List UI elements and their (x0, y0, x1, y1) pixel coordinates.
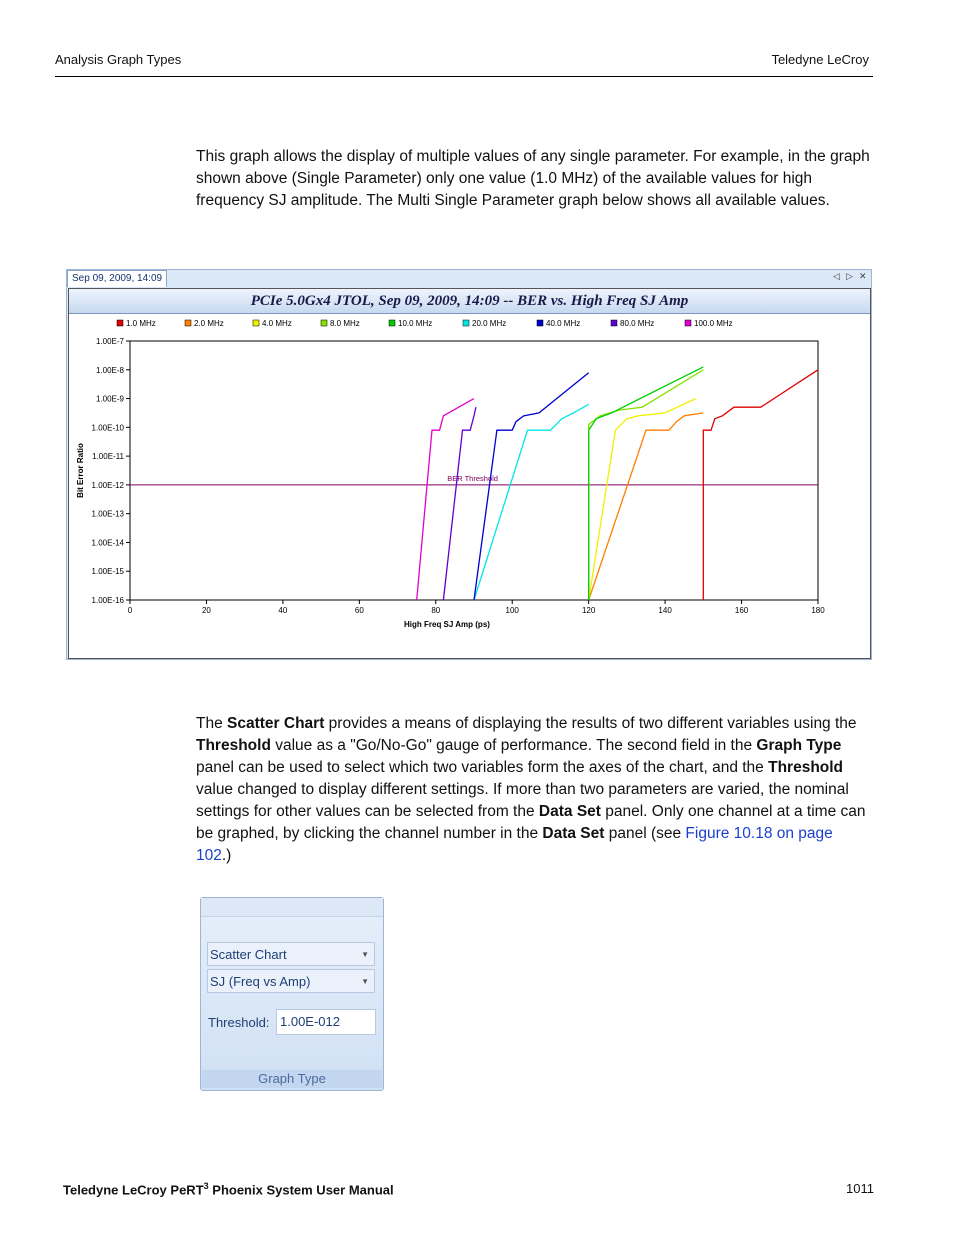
plot-frame (130, 341, 818, 600)
x-tick-label: 180 (811, 606, 825, 615)
x-tick-label: 120 (581, 606, 596, 615)
intro-paragraph: This graph allows the display of multiple values of any single parameter. For example, in the graph shown above (Single Parameter) only one value (1.0 MHz) of the available values for high frequency SJ amplitude. The Multi Single Parameter graph below shows all available values. (196, 148, 870, 209)
x-tick-label: 100 (505, 606, 519, 615)
chevron-down-icon: ▼ (361, 977, 369, 986)
panel-caption: Graph Type (202, 1070, 382, 1088)
y-tick-label: 1.00E-14 (91, 538, 124, 548)
axes-select[interactable] (207, 969, 375, 993)
legend-swatch (685, 320, 691, 326)
legend-label: 100.0 MHz (694, 319, 733, 328)
legend-swatch (253, 320, 259, 326)
y-axis-label: Bit Error Ratio (76, 443, 85, 498)
legend-swatch (463, 320, 469, 326)
legend-swatch (389, 320, 395, 326)
header-rule (55, 76, 873, 77)
x-tick-label: 0 (127, 606, 133, 615)
y-tick-label: 1.00E-15 (91, 567, 124, 577)
x-tick-label: 40 (278, 606, 288, 615)
panel-header (201, 898, 383, 917)
y-tick-label: 1.00E-11 (92, 452, 124, 462)
legend-label: 2.0 MHz (194, 319, 224, 328)
scatter-paragraph: The Scatter Chart provides a means of displaying the results of two different variables using the Threshold value as a "Go/No-Go" gauge of performance. The second field in the Graph Type panel can be used to select which two variables form the axes of the chart, and the Threshold value changed to display different settings. If more than two parameters are varied, the nominal settings for other values can be selected from the Data Set panel. Only one channel at a time can be graphed, by clicking the channel number in the Data Set panel (see Figure 10.18 on page 102.) (196, 715, 866, 864)
threshold-label: Threshold: (208, 1015, 270, 1030)
x-axis-label: High Freq SJ Amp (ps) (404, 620, 490, 629)
chart-svg (69, 314, 870, 658)
y-tick-label: 1.00E-10 (91, 423, 124, 433)
figure-link[interactable]: Figure 10.18 on page 102 (196, 825, 833, 864)
chart-title: PCIe 5.0Gx4 JTOL, Sep 09, 2009, 14:09 -- BER vs. High Freq SJ Amp (69, 289, 870, 314)
chart-area (68, 288, 871, 659)
footer-title: Teledyne LeCroy PeRT$^3$ Phoenix System User Manual (63, 1181, 394, 1198)
legend-label: 4.0 MHz (262, 319, 292, 328)
prev-icon[interactable]: ◁ (833, 271, 840, 281)
legend-swatch (611, 320, 617, 326)
chart-type-value: Scatter Chart (210, 947, 287, 962)
axes-value: SJ (Freq vs Amp) (210, 974, 311, 989)
legend-swatch (117, 320, 123, 326)
legend-swatch (185, 320, 191, 326)
legend-label: 80.0 MHz (620, 319, 655, 328)
legend-swatch (537, 320, 543, 326)
threshold-input[interactable]: 1.00E-012 (276, 1009, 376, 1035)
threshold-label: BER Threshold (447, 473, 498, 483)
x-tick-label: 20 (201, 606, 211, 615)
chart-window (66, 269, 872, 660)
next-icon[interactable]: ▷ (846, 271, 853, 281)
legend-label: 10.0 MHz (398, 319, 433, 328)
y-tick-label: 1.00E-13 (91, 509, 124, 519)
y-tick-label: 1.00E-8 (95, 365, 124, 375)
legend-label: 20.0 MHz (472, 319, 507, 328)
y-tick-label: 1.00E-7 (95, 337, 124, 346)
x-tick-label: 60 (354, 606, 364, 615)
legend-label: 40.0 MHz (546, 319, 581, 328)
legend-swatch (321, 320, 327, 326)
legend-label: 8.0 MHz (330, 319, 360, 328)
header-left: Analysis Graph Types (55, 52, 182, 67)
y-tick-label: 1.00E-9 (95, 394, 124, 404)
header-right: Teledyne LeCroy (771, 52, 869, 67)
x-tick-label: 160 (734, 606, 749, 615)
chevron-down-icon: ▼ (361, 950, 369, 959)
chart-tab[interactable]: Sep 09, 2009, 14:09 (67, 270, 167, 287)
x-tick-label: 80 (431, 606, 441, 615)
y-tick-label: 1.00E-12 (91, 480, 124, 490)
x-tick-label: 140 (658, 606, 672, 615)
page-number: 1011 (846, 1181, 874, 1196)
close-icon[interactable]: ✕ (859, 271, 867, 281)
legend-label: 1.0 MHz (126, 319, 156, 328)
graph-type-panel (200, 897, 384, 1091)
y-tick-label: 1.00E-16 (91, 596, 124, 605)
chart-type-select[interactable] (207, 942, 375, 966)
